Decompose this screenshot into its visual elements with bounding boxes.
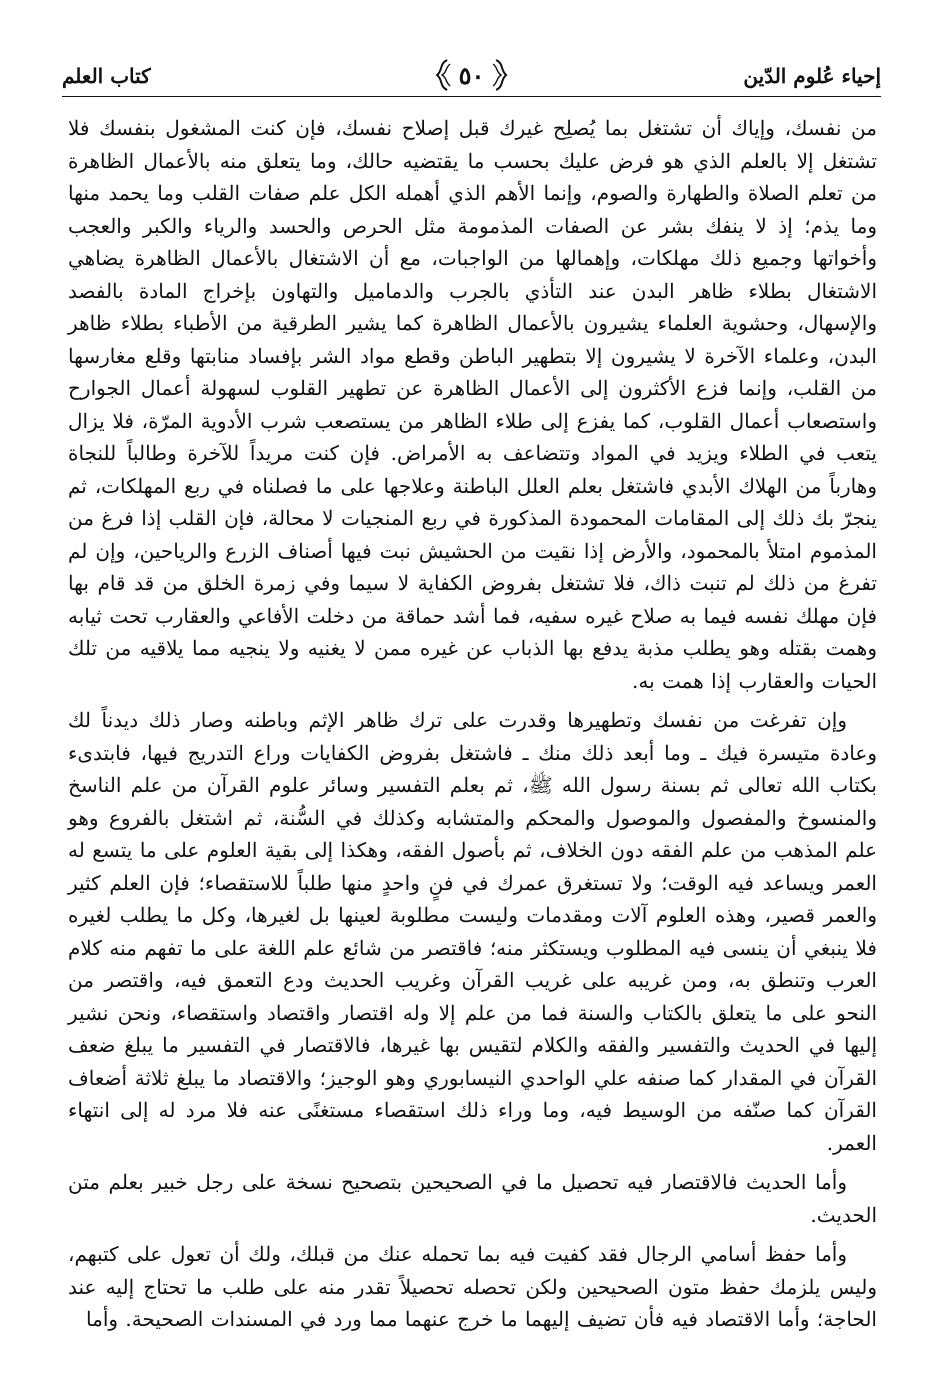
page-body <box>68 112 877 1339</box>
left-bracket-ornament-icon <box>433 58 453 92</box>
paragraph-3: وأما الحديث فالاقتصار فيه تحصيل ما في الصحيحين بتصحيح نسخة على رجل خبير بعلم متن الحديث. <box>68 1170 877 1227</box>
page-header <box>62 58 881 98</box>
book-title: إحياء عُلوم الدّين <box>743 64 881 88</box>
header-divider <box>62 96 881 97</box>
paragraph-1: من نفسك، وإياك أن تشتغل بما يُصلِح غيرك قبل إصلاح نفسك، فإن كنت المشغول بنفسك فلا تشتغل إلا بالعلم الذي هو فرض عليك بحسب ما يقتضيه حالك، وما يتعلق منه بالأعمال الظاهرة من تعلم الصلاة والطهارة والصوم، وإنما الأهم الذي أهمله الكل علم صفات القلب وما يحمد منها وما يذم؛ إذ لا ينفك بشر عن الصفات المذمومة مثل الحرص والحسد والرياء والكبر والعجب وأخواتها وجميع ذلك مهلكات، وإهمالها من الواجبات، مع أن الاشتغال بالأعمال الظاهرة يضاهي الاشتغال بطلاء ظاهر البدن عند التأذي بالجرب والدماميل والتهاون بإخراج المادة بالفصد والإسهال، وحشوية العلماء يشيرون بالأعمال الظاهرة كما يشير الطرقية من الأطباء بطلاء ظاهر البدن، وعلماء الآخرة لا يشيرون إلا بتطهير الباطن وقطع مواد الشر بإفساد منابتها وقلع مغارسها من القلب، وإنما فزع الأكثرون إلى الأعمال الظاهرة عن تطهير القلوب لسهولة أعمال الجوارح واستصعاب أعمال القلوب، كما يفزع إلى طلاء الظاهر من يستصعب شرب الأدوية المرّة، فلا يزال يتعب في الطلاء ويزيد في المواد وتتضاعف به الأمراض. فإن كنت مريداً للآخرة وطالباً للنجاة وهارباً من الهلاك الأبدي فاشتغل بعلم العلل الباطنة وعلاجها على ما فصلناه في ربع المهلكات، ثم ينجرّ بك ذلك إلى المقامات المحمودة المذكورة في ربع المنجيات لا محالة، فإن القلب إذا فرغ من المذموم امتلأ بالمحمود، والأرض إذا نقيت من الحشيش نبت فيها أصناف الزرع والرياحين، وإن لم تفرغ من ذلك لم تنبت ذاك، فلا تشتغل بفروض الكفاية لا سيما وفي زمرة الخلق من قد قام بها فإن مهلك نفسه فيما به صلاح غيره سفيه، فما أشد حماقة من دخلت الأفاعي والعقارب تحت ثيابه وهمت بقتله وهو يطلب مذبة يدفع بها الذباب عن غيره ممن لا يغنيه ولا ينجيه مما يلاقيه من تلك الحيات والعقارب إذا همت به. <box>68 116 877 693</box>
paragraph-4: وأما حفظ أسامي الرجال فقد كفيت فيه بما تحمله عنك من قبلك، ولك أن تعول على كتبهم، وليس يلزمك حفظ متون الصحيحين ولكن تحصله تحصيلاً تقدر منه على طلب ما تحتاج إليه عند الحاجة؛ وأما الاقتصاد فيه فأن تضيف إليهما ما خرج عنهما مما ورد في المسندات الصحيحة. وأما <box>68 1242 877 1331</box>
page-number-ornament <box>433 58 511 92</box>
chapter-title: كتاب العلم <box>62 64 151 88</box>
right-bracket-ornament-icon <box>490 58 510 92</box>
paragraph-2: وإن تفرغت من نفسك وتطهيرها وقدرت على ترك ظاهر الإثم وباطنه وصار ذلك ديدناً لك وعادة متيسرة فيك ـ وما أبعد ذلك منك ـ فاشتغل بفروض الكفايات وراع التدريج فيها، فابتدىء بكتاب الله تعالى ثم بسنة رسول الله ﷺ، ثم بعلم التفسير وسائر علوم القرآن من علم الناسخ والمنسوخ والمفصول والموصول والمحكم والمتشابه وكذلك في السُّنة، ثم اشتغل بالفروع وهو علم المذهب من علم الفقه دون الخلاف، ثم بأصول الفقه، وهكذا إلى بقية العلوم على ما يتسع له العمر ويساعد فيه الوقت؛ ولا تستغرق عمرك في فنٍ واحدٍ منها طلباً للاستقصاء؛ فإن العلم كثير والعمر قصير، وهذه العلوم آلات ومقدمات وليست مطلوبة لعينها بل لغيرها، وكل ما يطلب لغيره فلا ينبغي أن ينسى فيه المطلوب ويستكثر منه؛ فاقتصر من شائع علم اللغة على ما تفهم منه كلام العرب وتنطق به، ومن غريبه على غريب القرآن وغريب الحديث ودع التعمق فيه، واقتصر من النحو على ما يتعلق بالكتاب والسنة فما من علم إلا وله اقتصار واقتصاد واستقصاء، ونحن نشير إليها في الحديث والتفسير والفقه والكلام لتقيس بها غيرها، فالاقتصار في التفسير ما يبلغ ضعف القرآن في المقدار كما صنفه علي الواحدي النيسابوري وهو الوجيز؛ والاقتصاد ما يبلغ ثلاثة أضعاف القرآن كما صنّفه من الوسيط فيه، وما وراء ذلك استقصاء مستغنًى عنه فلا مرد له إلى انتهاء العمر. <box>68 708 877 1155</box>
page-number: ٥٠ <box>458 60 485 90</box>
